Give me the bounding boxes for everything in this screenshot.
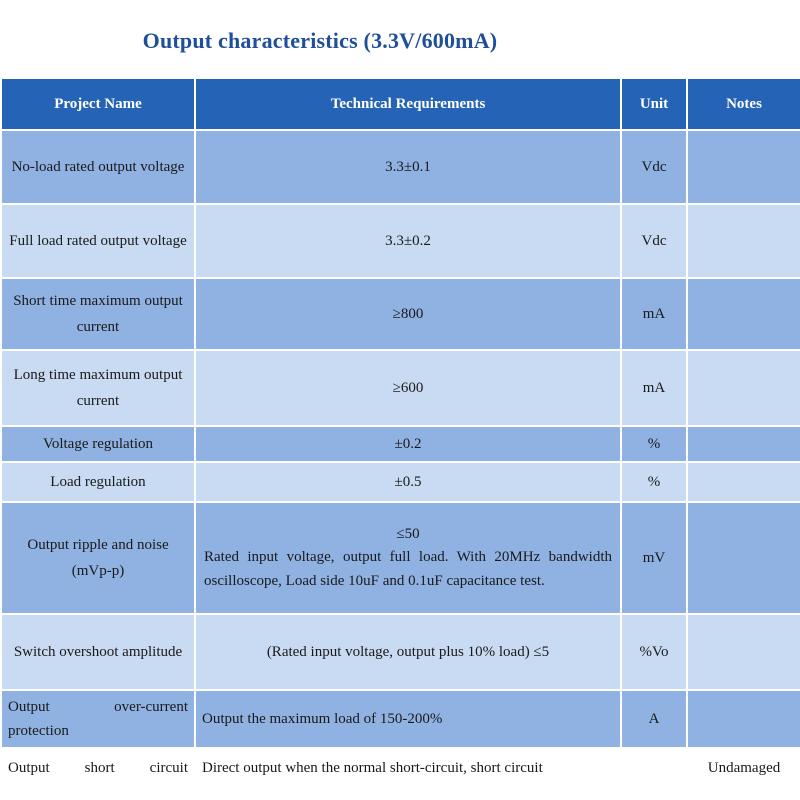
row-name-cell: Switch overshoot amplitude — [1, 614, 195, 690]
table-row — [1, 426, 800, 462]
row-unit-cell: Vdc — [621, 204, 687, 278]
table-header-row — [1, 78, 800, 130]
row-unit-cell: Vdc — [621, 130, 687, 204]
row-name-cell: Output short circuit — [1, 748, 195, 788]
row-requirement-cell: ±0.2 — [195, 426, 621, 462]
row-notes-cell — [687, 690, 800, 748]
row-unit-cell: mV — [621, 502, 687, 614]
column-header-notes: Notes — [687, 78, 800, 130]
row-notes-cell — [687, 204, 800, 278]
row-name-cell: Full load rated output voltage — [1, 204, 195, 278]
column-header-unit: Unit — [621, 78, 687, 130]
row-notes-cell — [687, 350, 800, 426]
row-notes-cell — [687, 278, 800, 350]
table-row — [1, 350, 800, 426]
row-notes-cell — [687, 614, 800, 690]
row-unit-cell — [621, 748, 687, 788]
row-notes-cell — [687, 462, 800, 502]
row-requirement-cell: ≥600 — [195, 350, 621, 426]
page-title: Output characteristics (3.3V/600mA) — [142, 28, 498, 53]
row-requirement-cell: ≥800 — [195, 278, 621, 350]
row-name-cell: Short time maximum output current — [1, 278, 195, 350]
row-name-cell: Long time maximum output current — [1, 350, 195, 426]
row-name-cell: Output over-current protection — [1, 690, 195, 748]
row-unit-cell: mA — [621, 350, 687, 426]
row-requirement-cell: ±0.5 — [195, 462, 621, 502]
row-unit-cell: % — [621, 462, 687, 502]
row-requirement-cell: Output the maximum load of 150-200% — [195, 690, 621, 748]
spec-table — [0, 77, 800, 789]
table-row — [1, 462, 800, 502]
row-unit-cell: A — [621, 690, 687, 748]
row-notes-cell — [687, 130, 800, 204]
row-unit-cell: mA — [621, 278, 687, 350]
table-row — [1, 502, 800, 614]
row-notes-cell — [687, 502, 800, 614]
requirement-value: ≤50 — [396, 526, 420, 542]
row-requirement-cell: 3.3±0.1 — [195, 130, 621, 204]
column-header-project-name: Project Name — [1, 78, 195, 130]
row-requirement-cell: (Rated input voltage, output plus 10% load) ≤5 — [195, 614, 621, 690]
row-requirement-cell: Direct output when the normal short-circuit, short circuit — [195, 748, 621, 788]
row-notes-cell: Undamaged — [687, 748, 800, 788]
row-requirement-cell — [195, 502, 621, 614]
row-notes-cell — [687, 426, 800, 462]
table-row — [1, 130, 800, 204]
row-name-cell: Voltage regulation — [1, 426, 195, 462]
row-name-cell: No-load rated output voltage — [1, 130, 195, 204]
row-name-cell: Output ripple and noise (mVp-p) — [1, 502, 195, 614]
row-name-cell: Load regulation — [1, 462, 195, 502]
row-unit-cell: %Vo — [621, 614, 687, 690]
row-unit-cell: % — [621, 426, 687, 462]
row-requirement-cell: 3.3±0.2 — [195, 204, 621, 278]
requirement-note: Rated input voltage, output full load. With 20MHz bandwidth oscilloscope, Load side 10uF and 0.1uF capacitance test. — [204, 549, 612, 589]
table-row — [1, 690, 800, 748]
table-row — [1, 278, 800, 350]
column-header-technical-requirements: Technical Requirements — [195, 78, 621, 130]
table-row — [1, 748, 800, 788]
table-row — [1, 204, 800, 278]
table-row — [1, 614, 800, 690]
